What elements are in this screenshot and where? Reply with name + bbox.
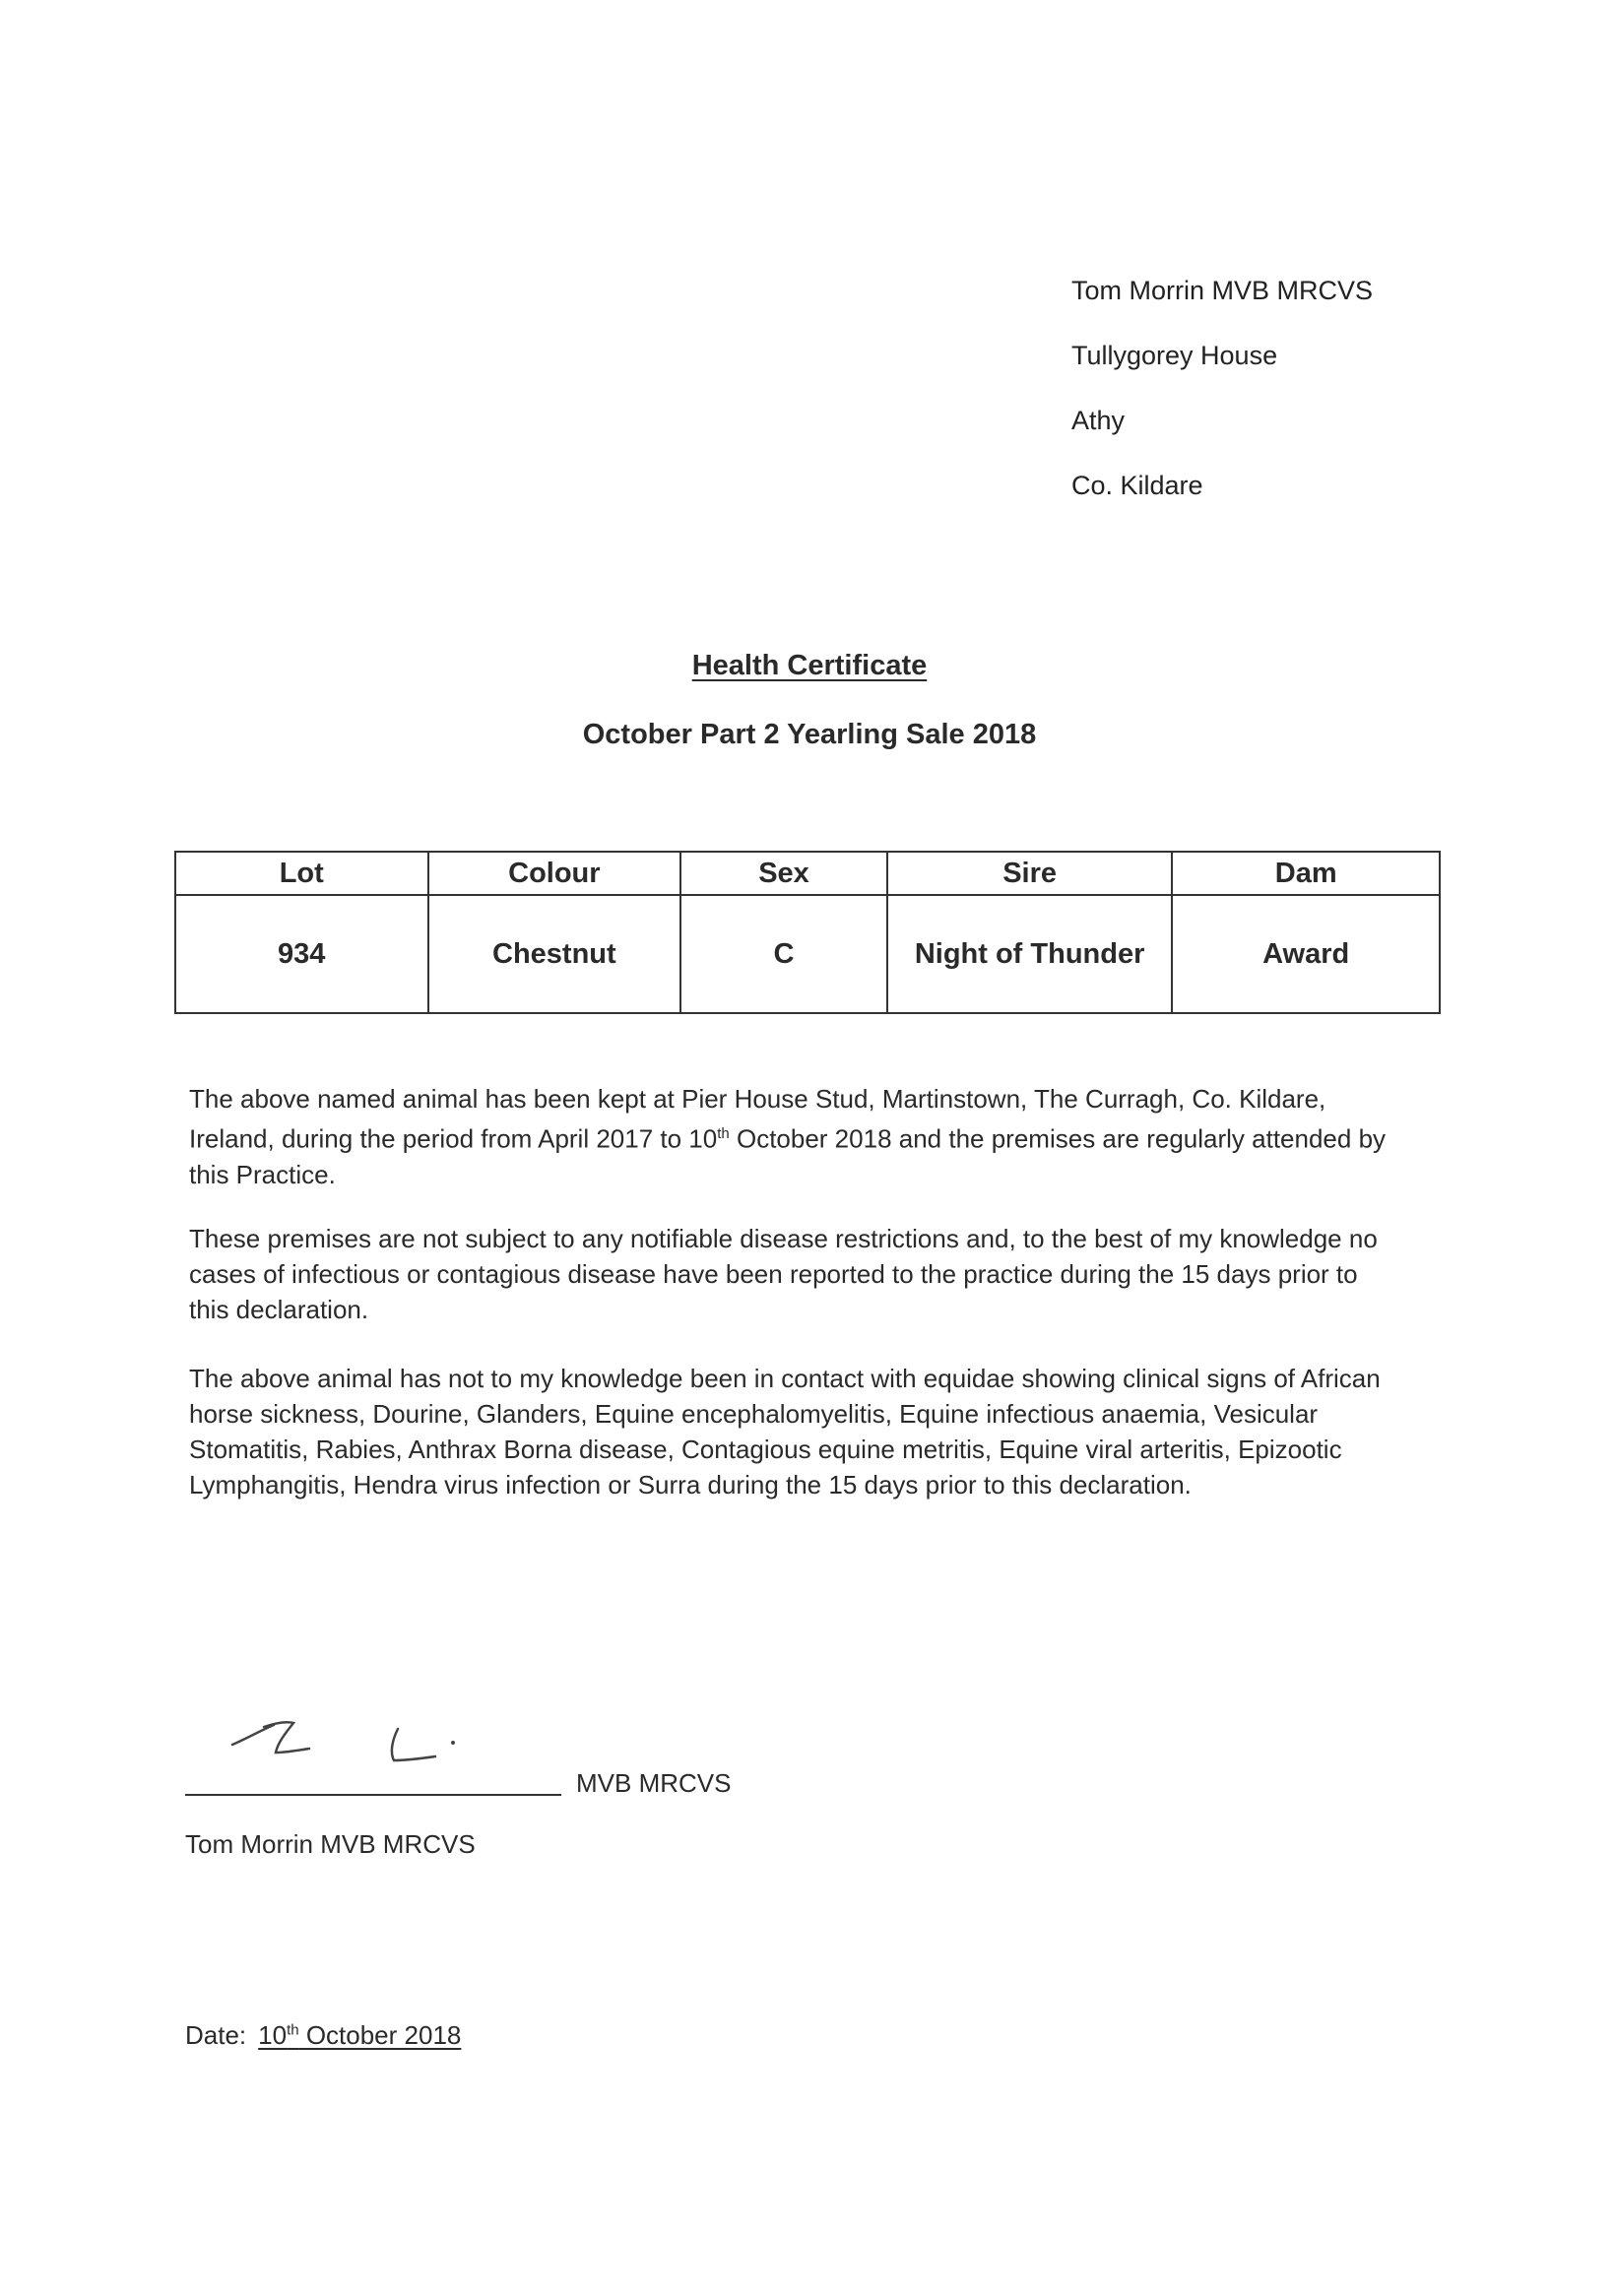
header-sex: Sex xyxy=(680,852,887,895)
date-value: 10th October 2018 xyxy=(258,2020,462,2050)
cell-sire: Night of Thunder xyxy=(887,895,1173,1013)
cell-colour: Chestnut xyxy=(428,895,681,1013)
table-header-row xyxy=(175,852,1440,895)
cell-dam: Award xyxy=(1172,895,1440,1013)
cell-sex: C xyxy=(680,895,887,1013)
table-row xyxy=(175,895,1440,1013)
restrictions-paragraph: These premises are not subject to any notifiable disease restrictions and, to the best of my knowledge no cases of infectious or contagious disease have been reported to the practice during the 15 days prior to this declaration. xyxy=(189,1224,1378,1324)
address-line-2: Athy xyxy=(1071,406,1126,435)
premises-paragraph: The above named animal has been kept at Pier House Stud, Martinstown, The Curragh, Co. Kildare, Ireland, during the period from April 2017 to 10th October 2018 and the premises are regularly attended by this Practice. xyxy=(189,1084,1387,1189)
header-sire: Sire xyxy=(887,852,1173,895)
address-line-1: Tullygorey House xyxy=(1071,341,1278,370)
handwritten-signature xyxy=(225,1709,481,1778)
signature-line xyxy=(185,1794,561,1796)
document-subtitle: October Part 2 Yearling Sale 2018 xyxy=(582,719,1037,750)
practitioner-name: Tom Morrin MVB MRCVS xyxy=(1071,276,1374,305)
date-line xyxy=(185,2020,461,2051)
cell-lot: 934 xyxy=(175,895,428,1013)
letterhead-address xyxy=(1071,258,1373,518)
signatory-name: Tom Morrin MVB MRCVS xyxy=(185,1829,476,1859)
signature-qualifications: MVB MRCVS xyxy=(576,1768,732,1798)
disease-contact-paragraph: The above animal has not to my knowledge been in contact with equidae showing clinical signs of African horse sickness, Dourine, Glanders, Equine encephalomyelitis, Equine infectious anaemia, Vesicular Stomatitis, Rabies, Anthrax Borna disease, Contagious equine metritis, Equine viral arteritis, Epizootic Lymphangitis, Hendra virus infection or Surra during the 15 days prior to this declaration. xyxy=(189,1364,1381,1499)
header-lot: Lot xyxy=(175,852,428,895)
date-label: Date: xyxy=(185,2020,247,2050)
header-dam: Dam xyxy=(1172,852,1440,895)
header-colour: Colour xyxy=(428,852,681,895)
lot-details-table xyxy=(174,851,1441,1014)
document-title: Health Certificate xyxy=(691,650,928,681)
address-line-3: Co. Kildare xyxy=(1071,471,1203,500)
